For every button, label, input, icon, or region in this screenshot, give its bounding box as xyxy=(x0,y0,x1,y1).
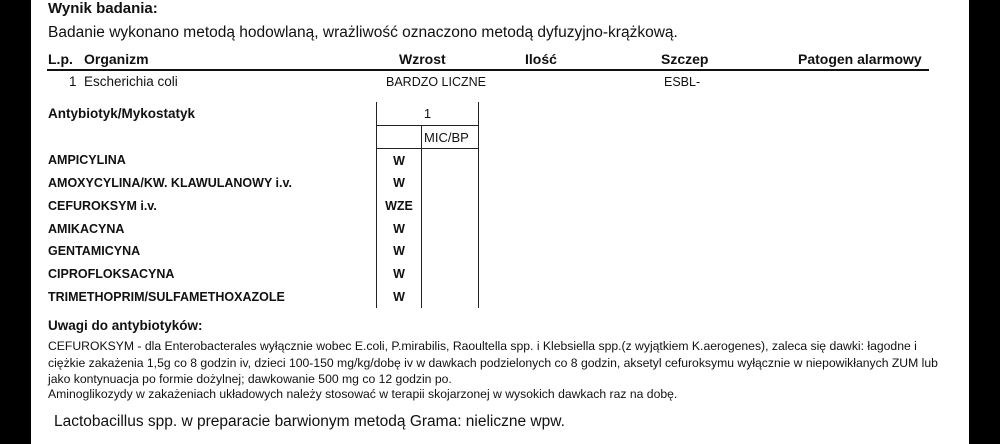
organism-lp: 1 xyxy=(69,74,77,89)
antibiotic-result: W xyxy=(377,286,422,309)
gram-stain-result: Lactobacillus spp. w preparacie barwionym metodą Grama: nieliczne wpw. xyxy=(54,413,565,430)
antibiotic-result: W xyxy=(377,149,422,172)
antibiotic-mic xyxy=(422,149,479,172)
antibiogram-table xyxy=(47,102,479,308)
remarks-title: Uwagi do antybiotyków: xyxy=(48,318,203,333)
mic-bp-header: MIC/BP xyxy=(422,125,479,149)
antibiogram-header-row xyxy=(47,102,479,125)
header-rule xyxy=(47,69,929,71)
report-title: Wynik badania: xyxy=(48,0,158,17)
antibiotic-name: AMPICYLINA xyxy=(48,153,126,168)
header-ilosc: Ilość xyxy=(525,51,557,67)
header-szczep: Szczep xyxy=(661,51,709,67)
antibiotic-row xyxy=(47,172,479,195)
antibiotic-row xyxy=(47,217,479,240)
antibiotic-result: WZE xyxy=(377,195,422,218)
antibiotic-row xyxy=(47,286,479,309)
antibiotic-row xyxy=(47,149,479,172)
remarks-aminoglikozydy: Aminoglikozydy w zakażeniach układowych należy stosować w terapii skojarzonej w wysokich dawkach raz na dobę. xyxy=(48,387,678,401)
antibiotic-name: AMIKACYNA xyxy=(48,221,125,236)
antibiotic-mic xyxy=(422,217,479,240)
header-lp: L.p. xyxy=(48,51,73,67)
antibiotic-row xyxy=(47,240,479,263)
organism-number-header: 1 xyxy=(377,102,479,125)
antibiotic-result: W xyxy=(377,263,422,286)
antibiotic-mic xyxy=(422,195,479,218)
antibiotic-result: W xyxy=(377,172,422,195)
header-patogen: Patogen alarmowy xyxy=(798,51,922,67)
antibiotic-name: TRIMETHOPRIM/SULFAMETHOXAZOLE xyxy=(48,289,285,304)
antibiotic-name: AMOXYCYLINA/KW. KLAWULANOWY i.v. xyxy=(48,176,292,191)
report-sheet xyxy=(31,0,969,444)
header-organizm: Organizm xyxy=(84,51,149,67)
antibiotic-column-header: Antybiotyk/Mykostatyk xyxy=(48,106,196,122)
antibiotic-result: W xyxy=(377,217,422,240)
antibiotic-mic xyxy=(422,172,479,195)
antibiotic-result: W xyxy=(377,240,422,263)
antibiotic-mic xyxy=(422,240,479,263)
antibiotic-mic xyxy=(422,263,479,286)
antibiotic-row xyxy=(47,195,479,218)
antibiotic-row xyxy=(47,263,479,286)
antibiogram-subheader-row xyxy=(47,125,479,149)
antibiotic-name: CIPROFLOKSACYNA xyxy=(48,267,175,282)
remarks-cefuroksym: CEFUROKSYM - dla Enterobacterales wyłącznie wobec E.coli, P.mirabilis, Raoultella spp. i Klebsiella spp.(z wyjątkiem K.aerogenes), zaleca się dawki: łagodne i ciężkie zakażenia 1,5g co 8 godzin iv, dzieci 100-150 mg/kg/dobę iv w dawkach podzielonych co 8 godzin, aksetyl cefuroksymu wyłącznie w niepowikłanych ZUM lub jako kontynuacja po formie dożylnej; dawkowanie 500 mg co 12 godzin po. xyxy=(48,339,938,386)
antibiotic-name: CEFUROKSYM i.v. xyxy=(48,199,157,214)
organism-strain: ESBL- xyxy=(664,75,701,89)
organism-growth: BARDZO LICZNE xyxy=(386,75,487,89)
organism-name: Escherichia coli xyxy=(84,74,178,89)
method-description: Badanie wykonano metodą hodowlaną, wrażliwość oznaczono metodą dyfuzyjno-krążkową. xyxy=(48,24,678,41)
antibiotic-mic xyxy=(422,286,479,309)
antibiotic-name: GENTAMICYNA xyxy=(48,244,141,259)
header-wzrost: Wzrost xyxy=(399,51,446,67)
